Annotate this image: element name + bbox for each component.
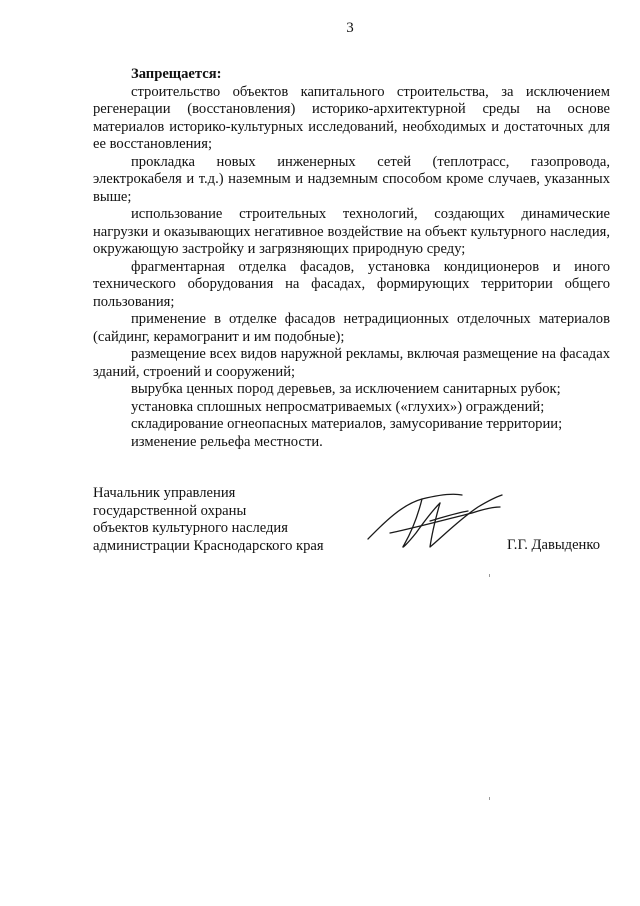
list-item: фрагментарная отделка фасадов, установка кондиционеров и иного технического оборудования на фасадах, формирующих территории общего пользования; [93,258,610,310]
list-item: применение в отделке фасадов нетрадиционных отделочных материалов (сайдинг, керамогранит и им подобные); [93,311,610,345]
scan-speck [489,797,490,800]
list-item: вырубка ценных пород деревьев, за исключением санитарных рубок; [131,381,561,397]
signatory-name: Г.Г. Давыденко [507,537,601,553]
signatory-title-line: администрации Краснодарского края [93,537,324,554]
list-item: использование строительных технологий, создающих динамические нагрузки и оказывающих негативное воздействие на объект культурного наследия, окружающую застройку и загрязняющих природную среду; [93,206,610,257]
document-body [93,66,610,451]
list-item: прокладка новых инженерных сетей (теплотрасс, газопровода, электрокабеля и т.д.) наземным и надземным способом кроме случаев, указанных выше; [93,153,610,205]
list-item: установка сплошных непросматриваемых («глухих») ограждений; [131,398,545,415]
list-item: изменение рельефа местности. [131,433,323,450]
list-item: строительство объектов капитального строительства, за исключением регенерации (восстановления) историко-архитектурной среды на основе материалов историко-культурных исследований, необходимых и достаточных для ее восстановления; [93,83,610,152]
list-item: размещение всех видов наружной рекламы, включая размещение на фасадах зданий, строений и сооружений; [93,346,610,380]
signatory-title-line: Начальник управления [93,485,236,501]
signatory-title-line: объектов культурного наследия [93,520,288,536]
list-item: складирование огнеопасных материалов, замусоривание территории; [131,416,563,432]
section-heading: Запрещается: [131,66,222,82]
page-number: 3 [346,20,354,36]
signatory-title [93,485,324,555]
signatory-title-line: государственной охраны [93,502,247,519]
handwritten-signature [360,487,510,557]
scan-speck [489,574,490,577]
